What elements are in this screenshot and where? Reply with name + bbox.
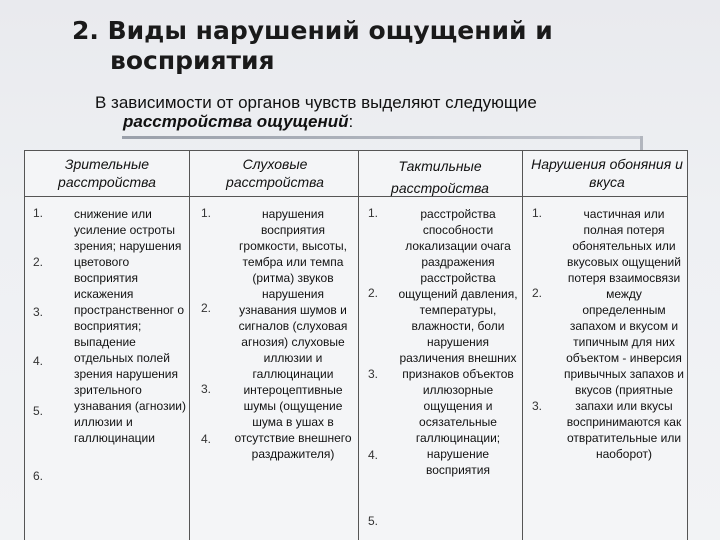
c2-num-4: 4.	[201, 432, 212, 446]
header-auditory: Слуховые расстройства	[226, 156, 324, 190]
header-visual: Зрительные расстройства	[58, 156, 156, 190]
c1-num-6: 6.	[33, 469, 44, 483]
intro-line-2	[95, 112, 705, 131]
c2-num-2: 2.	[201, 301, 212, 315]
title-line-1: 2. Виды нарушений ощущений и	[72, 16, 553, 45]
c1-num-3: 3.	[33, 305, 44, 319]
c1-num-5: 5.	[33, 404, 44, 418]
decorative-tick	[640, 136, 643, 150]
intro-text	[95, 93, 705, 131]
c1-text: снижение или усиление остроты зрения; нарушения цветового восприятия искажения пространственног о восприятия; выпадение отдельных полей зрения нарушения зрительного узнавания (агнозии) иллюзии и галлюцинации	[74, 207, 186, 445]
header-tactile: Тактильные расстройства	[391, 158, 489, 196]
header-divider	[25, 196, 687, 197]
c4-text: частичная или полная потеря обонятельных или вкусовых ощущений потеря взаимосвязи между определенным запахом и вкусом и типичным для них объектом - инверсия привычных запахов и вкусов (приятные запахи или вкусы воспринимаются как отвратительные или наоборот)	[563, 207, 684, 461]
c1-num-4: 4.	[33, 354, 44, 368]
c4-num-3: 3.	[532, 399, 543, 413]
decorative-underline	[122, 136, 642, 139]
intro-colon: :	[348, 112, 354, 131]
c3-text: расстройства способности локализации очага раздражения расстройства ощущений давления, температуры, влажности, боли нарушения различения внешних признаков объектов иллюзорные ощущения и осязательные галлюцинации; нарушение восприятия	[398, 207, 518, 477]
c3-num-2: 2.	[368, 286, 379, 300]
disorders-table	[24, 150, 688, 540]
intro-line-1: В зависимости от органов чувств выделяют следующие	[95, 93, 537, 112]
c2-num-1: 1.	[201, 206, 212, 220]
c4-num-1: 1.	[532, 206, 543, 220]
slide-title	[72, 16, 692, 76]
c2-num-3: 3.	[201, 382, 212, 396]
column-divider	[358, 151, 359, 540]
c2-text: нарушения восприятия громкости, высоты, тембра или темпа (ритма) звуков нарушения узнавания шумов и сигналов (слуховая агнозия) слуховые иллюзии и галлюцинации интероцептивные шумы (ощущение шума в ушах в отсутствие внешнего раздражителя)	[234, 207, 352, 461]
header-smell-taste: Нарушения обоняния и вкуса	[531, 156, 683, 190]
column-divider	[189, 151, 190, 540]
intro-emphasis: расстройства ощущений	[123, 112, 349, 131]
c3-num-1: 1.	[368, 206, 379, 220]
title-line-2: восприятия	[110, 46, 275, 75]
c3-num-4: 4.	[368, 448, 379, 462]
column-divider	[522, 151, 523, 540]
c3-num-5: 5.	[368, 514, 379, 528]
c1-num-2: 2.	[33, 255, 44, 269]
c4-num-2: 2.	[532, 286, 543, 300]
c1-num-1: 1.	[33, 206, 44, 220]
c3-num-3: 3.	[368, 367, 379, 381]
